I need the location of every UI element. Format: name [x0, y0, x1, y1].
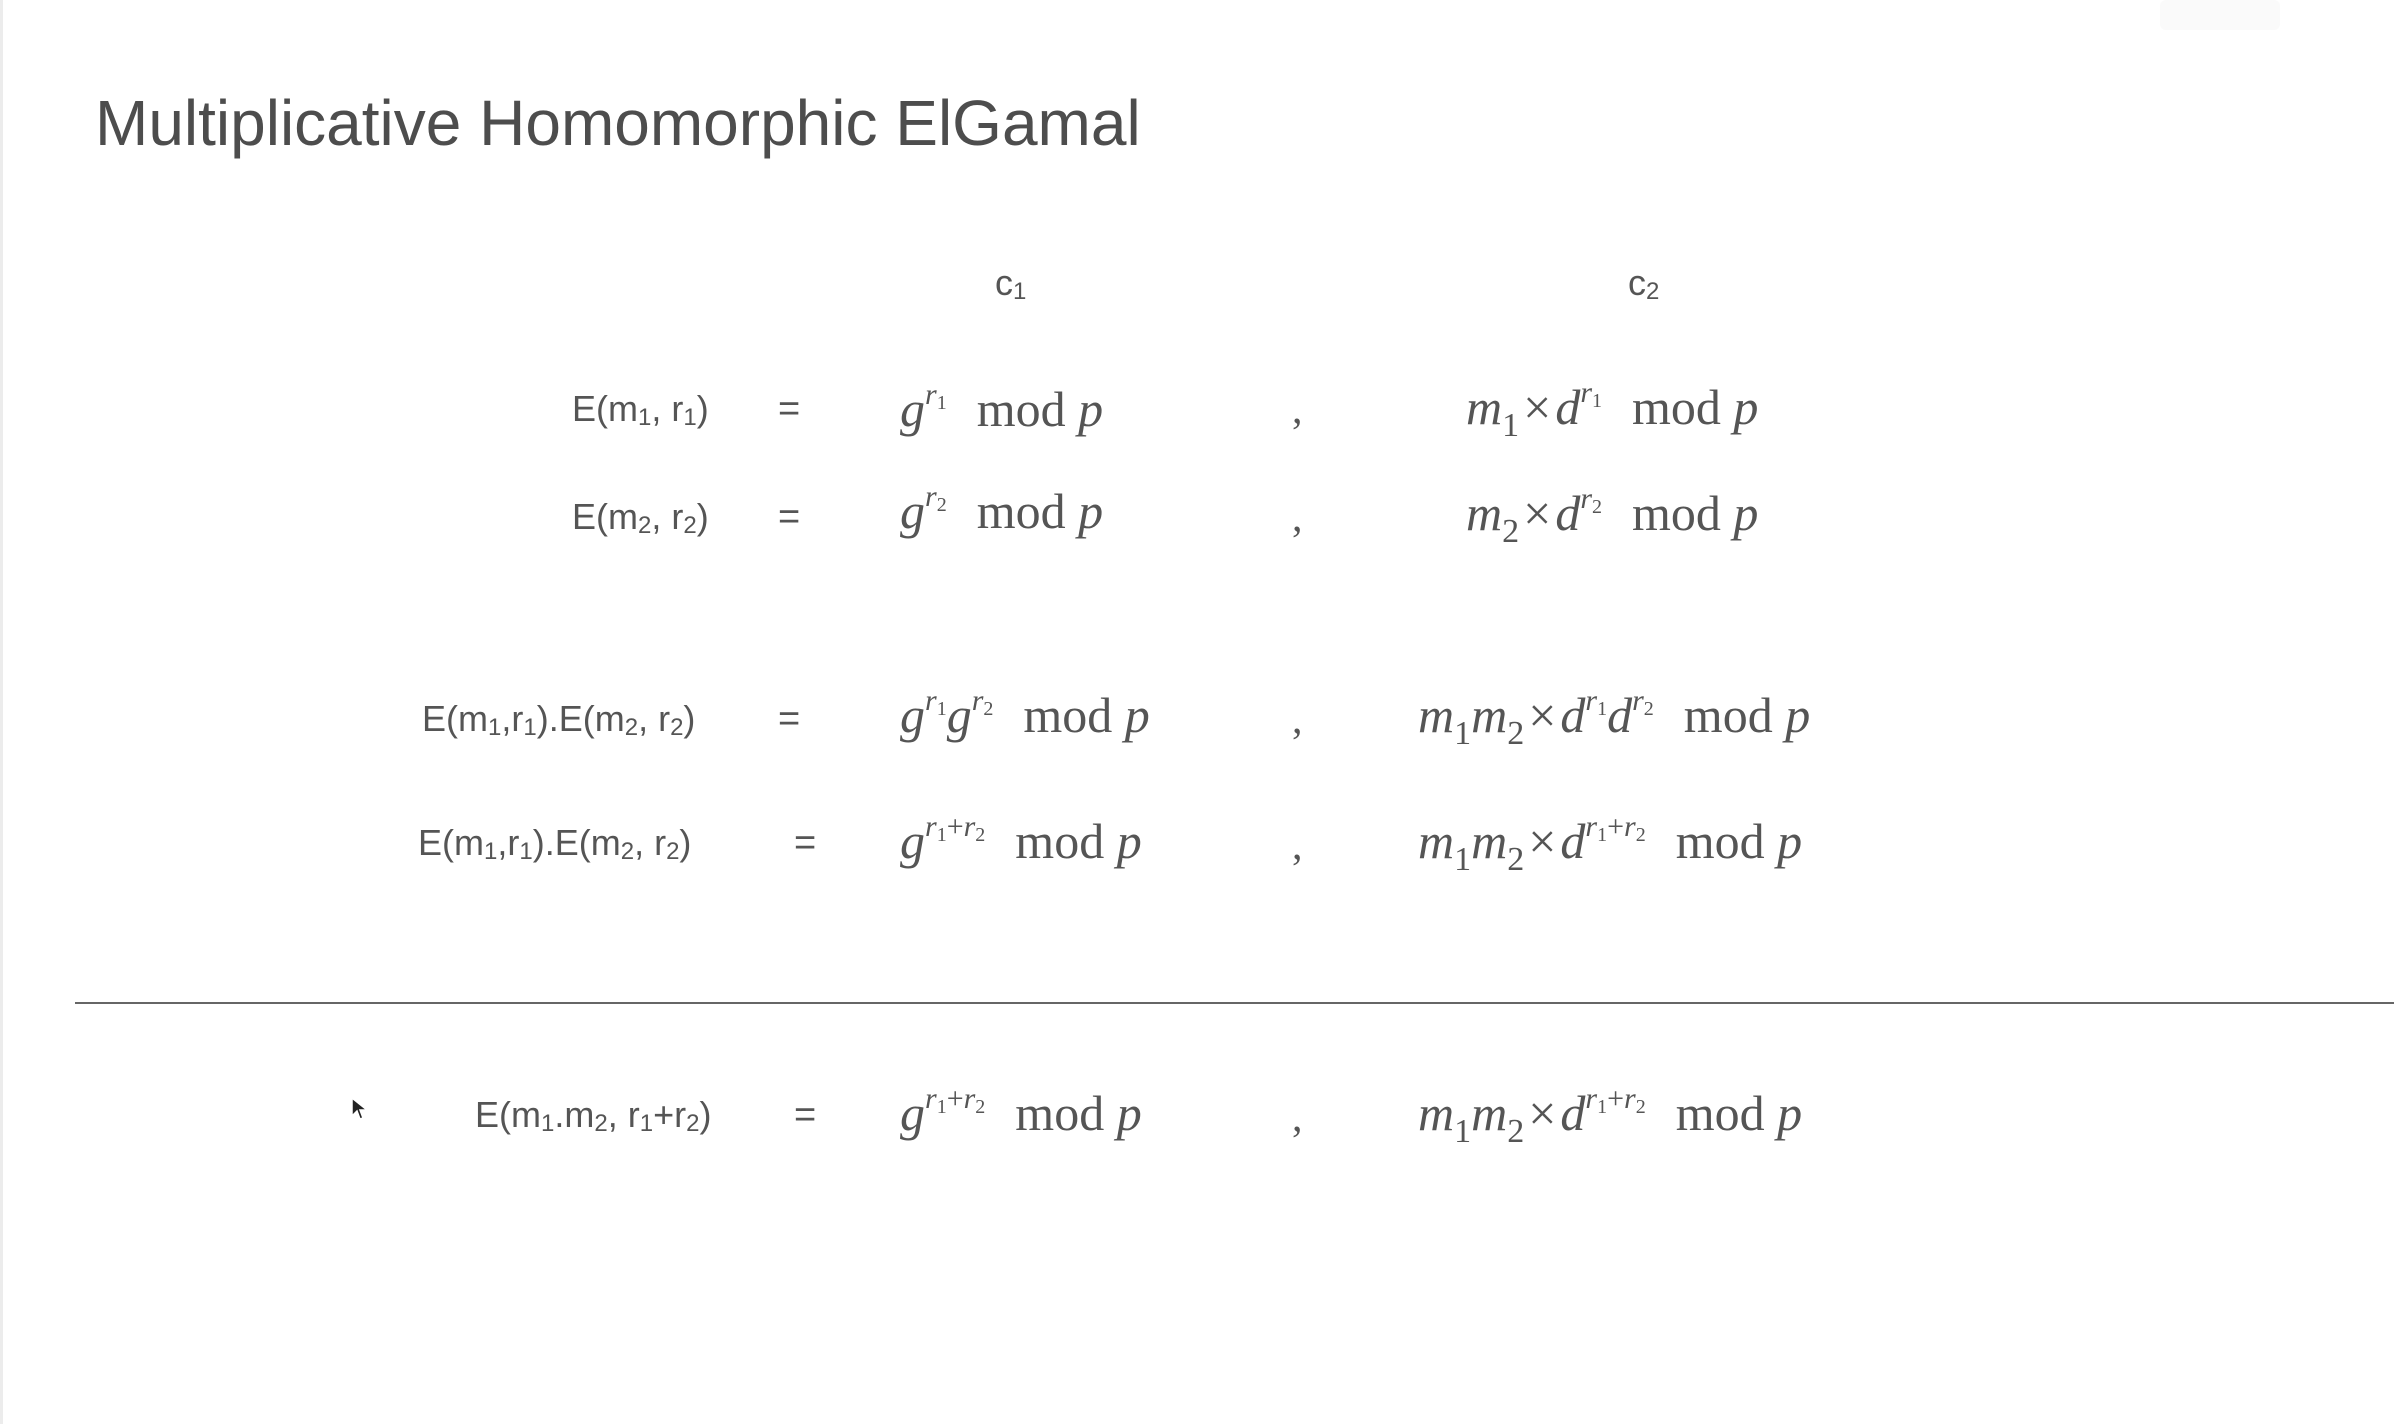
row3-c1: $g^{r_1}g^{r_2}$ mod p: [900, 684, 1150, 743]
row3-lhs: $E(m_1,r_1).E(m_2$, $r_2$): [422, 698, 696, 741]
row5-c2: $m_1m_2\times d^{r_1+r_2}$ mod p: [1418, 1082, 1803, 1150]
row3-equals: =: [778, 698, 801, 740]
row4-equals: =: [794, 822, 817, 864]
divider-line: [75, 1002, 2394, 1004]
row2-lhs: $E(m_2$, $r_2$): [572, 496, 709, 539]
slide-title: Multiplicative Homomorphic ElGamal: [95, 87, 1141, 159]
row1-comma: ,: [1292, 387, 1303, 433]
row3-c2: $m_1m_2\times d^{r_1}d^{r_2}$ mod p: [1418, 684, 1811, 752]
mouse-cursor-icon: [350, 1096, 370, 1122]
row4-c2: $m_1m_2\times d^{r_1+r_2}$ mod p: [1418, 810, 1803, 878]
row1-c1: $g^{r_1}$ mod p: [900, 378, 1104, 437]
row2-equals: =: [778, 496, 801, 538]
row1-lhs: $E(m_1$, $r_1$): [572, 388, 709, 431]
slide-left-edge: [0, 0, 3, 1424]
row5-comma: ,: [1292, 1095, 1303, 1141]
row4-lhs: $E(m_1,r_1).E(m_2$, $r_2$): [418, 822, 692, 865]
header-c1: $c_1$: [995, 262, 1027, 305]
row4-c1: $g^{r_1+r_2}$ mod p: [900, 810, 1142, 869]
row1-c2: $m_1\times d^{r_1}$ mod p: [1466, 376, 1759, 444]
watermark: [2160, 0, 2280, 30]
row1-equals: =: [778, 388, 801, 430]
row2-c1: $g^{r_2}$ mod p: [900, 480, 1104, 539]
row5-c1: $g^{r_1+r_2}$ mod p: [900, 1082, 1142, 1141]
row3-comma: ,: [1292, 697, 1303, 743]
row2-comma: ,: [1292, 495, 1303, 541]
row5-lhs: $E(m_1.m_2$, $r_1+r_2$): [475, 1094, 712, 1137]
row2-c2: $m_2\times d^{r_2}$ mod p: [1466, 482, 1759, 550]
header-c2: $c_2$: [1628, 262, 1660, 305]
row4-comma: ,: [1292, 823, 1303, 869]
row5-equals: =: [794, 1094, 817, 1136]
